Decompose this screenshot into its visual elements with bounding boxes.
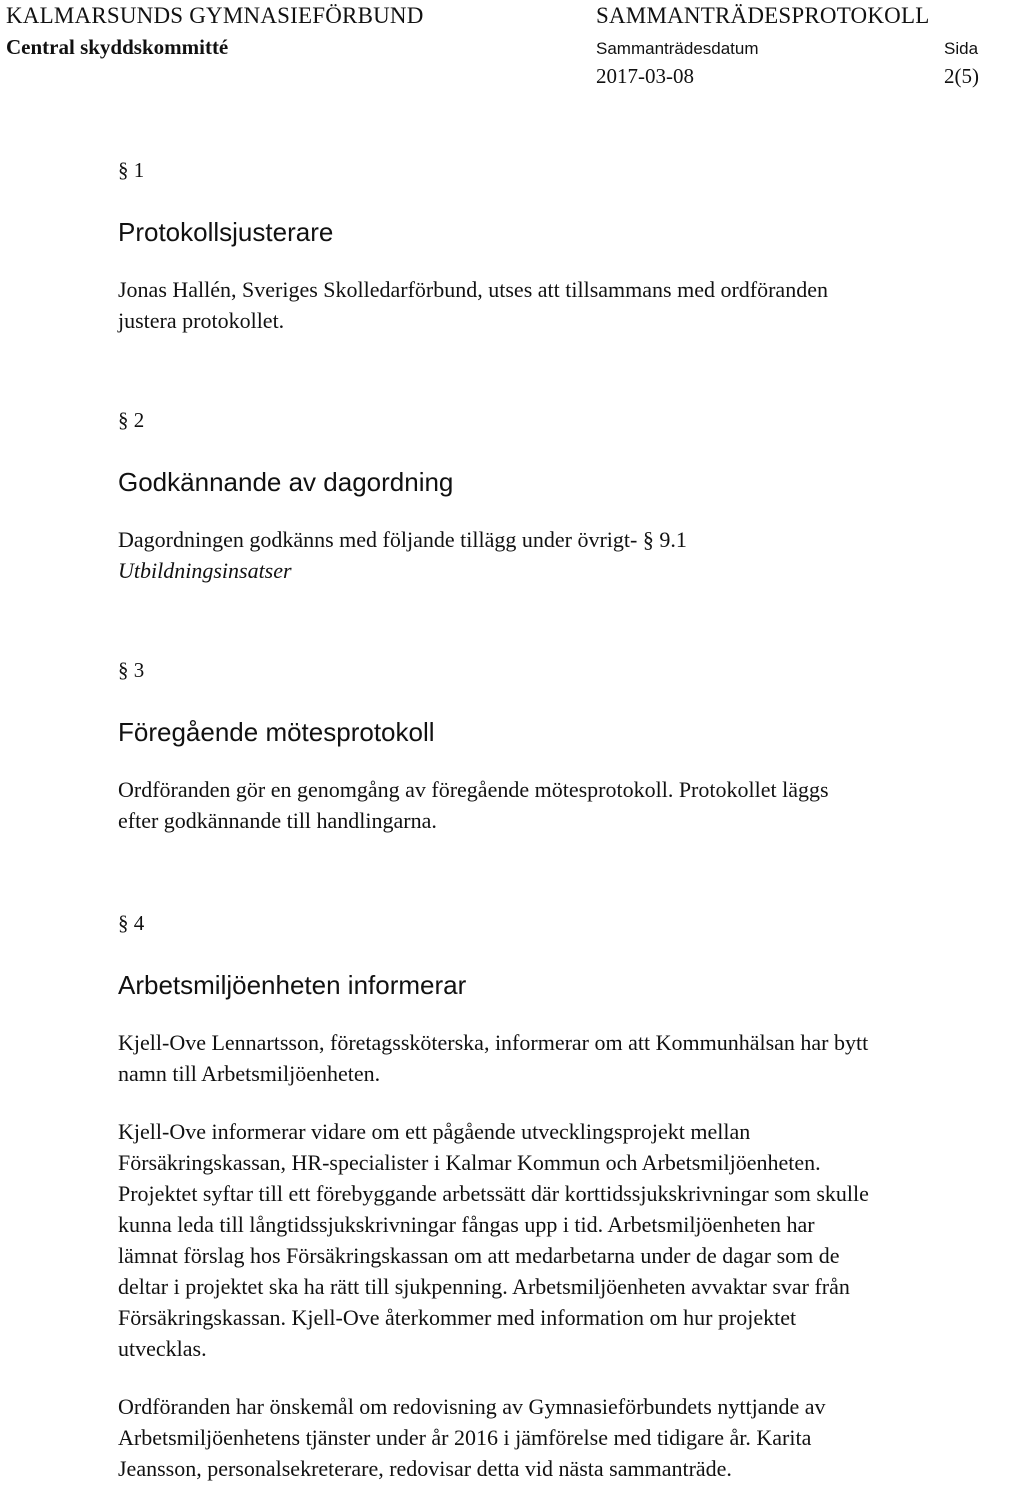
page-number: 2(5) (944, 64, 979, 88)
section-number: § 2 (118, 408, 145, 432)
body-line: justera protokollet. (118, 307, 285, 333)
body-line: Projektet syftar till ett förebyggande arbetssätt där korttidssjukskrivningar som skulle (118, 1180, 869, 1206)
meeting-date: 2017-03-08 (596, 64, 694, 88)
body-line: Dagordningen godkänns med följande tillägg under övrigt- § 9.1 (118, 526, 687, 552)
body-line: Ordföranden gör en genomgång av föregående mötesprotokoll. Protokollet läggs (118, 776, 829, 802)
section-title: Föregående mötesprotokoll (118, 717, 435, 747)
body-line: Kjell-Ove informerar vidare om ett pågående utvecklingsprojekt mellan (118, 1118, 751, 1144)
section-body (118, 524, 1018, 586)
paragraph (118, 1116, 1018, 1364)
body-line: kunna leda till långtidssjukskrivningar fångas upp i tid. Arbetsmiljöenheten har (118, 1211, 815, 1237)
section-body (118, 1027, 1018, 1484)
body-line: Arbetsmiljöenhetens tjänster under år 2016 i jämförelse med tidigare år. Karita (118, 1424, 812, 1450)
section-title: Protokollsjusterare (118, 217, 334, 247)
paragraph (118, 1027, 1018, 1089)
page-label: Sida (944, 39, 979, 58)
body-line: Ordföranden har önskemål om redovisning av Gymnasieförbundets nyttjande av (118, 1393, 826, 1419)
section-1 (118, 160, 1018, 336)
body-line: efter godkännande till handlingarna. (118, 807, 437, 833)
body-line-italic: Utbildningsinsatser (118, 557, 292, 583)
committee-name: Central skyddskommitté (6, 35, 229, 59)
body-line: Jonas Hallén, Sveriges Skolledarförbund, utses att tillsammans med ordföranden (118, 276, 828, 302)
section-title: Arbetsmiljöenheten informerar (118, 970, 467, 1000)
body-line: Försäkringskassan. Kjell-Ove återkommer med information om hur projektet (118, 1304, 797, 1330)
organization-name: KALMARSUNDS GYMNASIEFÖRBUND (6, 3, 424, 28)
section-body (118, 274, 1018, 336)
paragraph (118, 1391, 1018, 1484)
section-3 (118, 660, 1018, 836)
section-number: § 3 (118, 658, 145, 682)
section-2 (118, 410, 1018, 586)
body-line: namn till Arbetsmiljöenheten. (118, 1060, 381, 1086)
section-number: § 1 (118, 158, 145, 182)
document-type: SAMMANTRÄDESPROTOKOLL (596, 3, 930, 28)
body-line: Kjell-Ove Lennartsson, företagssköterska, informerar om att Kommunhälsan har bytt (118, 1029, 869, 1055)
date-label: Sammanträdesdatum (596, 39, 759, 58)
body-line: deltar i projektet ska ha rätt till sjukpenning. Arbetsmiljöenheten avvaktar svar från (118, 1273, 850, 1299)
section-body (118, 774, 1018, 836)
body-line: lämnat förslag hos Försäkringskassan om att medarbetarna under de dagar som de (118, 1242, 840, 1268)
section-4 (118, 913, 1018, 1484)
body-line: Försäkringskassan, HR-specialister i Kalmar Kommun och Arbetsmiljöenheten. (118, 1149, 821, 1175)
body-line: utvecklas. (118, 1335, 207, 1361)
body-line: Jeansson, personalsekreterare, redovisar detta vid nästa sammanträde. (118, 1455, 732, 1481)
section-title: Godkännande av dagordning (118, 467, 454, 497)
section-number: § 4 (118, 911, 145, 935)
